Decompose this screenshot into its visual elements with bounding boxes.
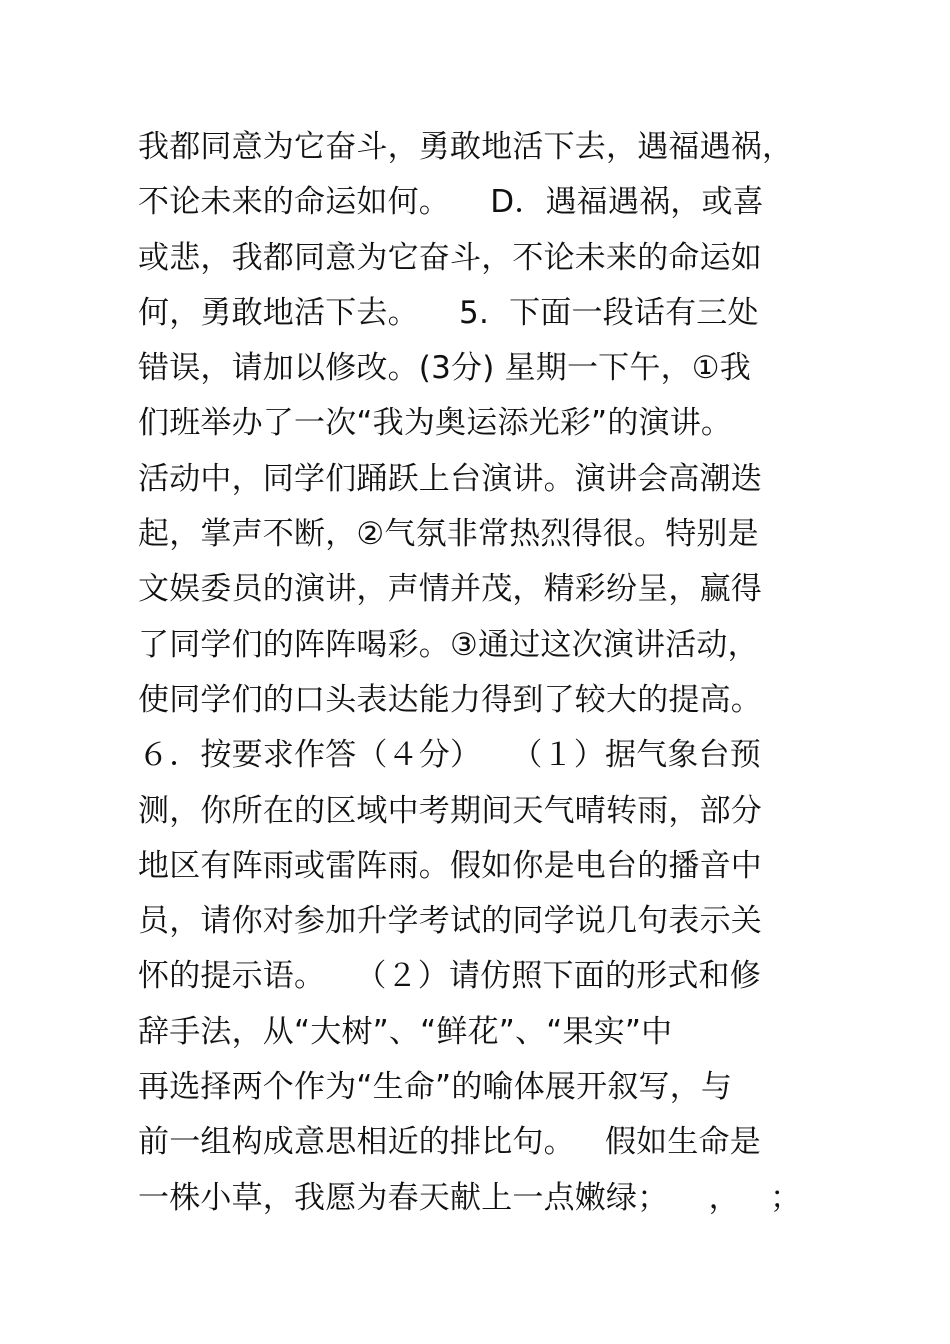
- text-line: 测，你所在的区域中考期间天气晴转雨，部分: [138, 792, 762, 829]
- text-line: 再选择两个作为“生命”的喻体展开叙写，与: [138, 1069, 733, 1106]
- text-line: ６．按要求作答（４分） （１）据气象台预: [138, 737, 761, 774]
- text-line: 们班举办了一次“我为奥运添光彩”的演讲。: [138, 405, 733, 442]
- text-line: 一株小草，我愿为春天献上一点嫩绿； ， ；: [138, 1179, 802, 1216]
- text-line: 了同学们的阵阵喝彩。③通过这次演讲活动，: [138, 626, 759, 663]
- text-line: 使同学们的口头表达能力得到了较大的提高。: [138, 681, 762, 718]
- text-line: 地区有阵雨或雷阵雨。假如你是电台的播音中: [138, 847, 762, 884]
- text-line: 前一组构成意思相近的排比句。 假如生命是: [138, 1124, 761, 1161]
- document-body: [138, 120, 838, 1226]
- text-line: 不论未来的命运如何。 D．遇福遇祸，或喜: [138, 184, 764, 221]
- text-line: 活动中，同学们踊跃上台演讲。演讲会高潮迭: [138, 460, 762, 497]
- text-line: 起，掌声不断，②气氛非常热烈得很。特别是: [138, 516, 759, 553]
- text-line: 何，勇敢地活下去。 5. 下面一段话有三处: [138, 294, 759, 331]
- text-line: 或悲，我都同意为它奋斗，不论未来的命运如: [138, 239, 762, 276]
- text-line: 辞手法，从“大树”、“鲜花”、“果实”中: [138, 1013, 673, 1050]
- text-line: 员，请你对参加升学考试的同学说几句表示关: [138, 903, 762, 940]
- text-line: 文娱委员的演讲，声情并茂，精彩纷呈，赢得: [138, 571, 762, 608]
- text-line: 怀的提示语。 （２）请仿照下面的形式和修: [138, 958, 761, 995]
- text-line: 错误，请加以修改。(3分) 星期一下午，①我: [138, 350, 751, 387]
- text-line: 我都同意为它奋斗，勇敢地活下去，遇福遇祸，: [138, 129, 794, 165]
